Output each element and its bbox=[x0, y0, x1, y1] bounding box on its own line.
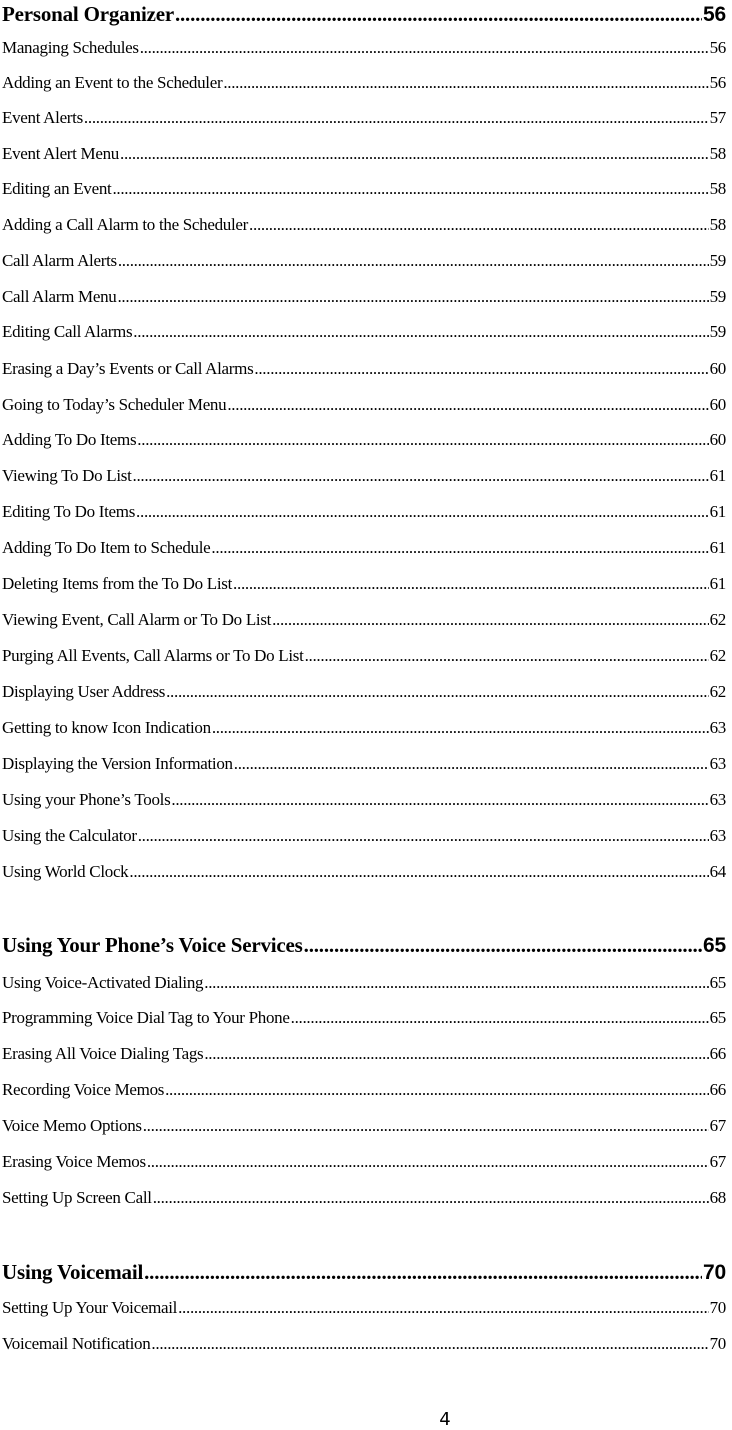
dot-leader bbox=[133, 465, 709, 487]
toc-entry-title: Using World Clock bbox=[2, 862, 129, 881]
toc-entry-title: Displaying User Address bbox=[2, 682, 166, 701]
toc-entry[interactable] bbox=[2, 537, 726, 559]
toc-entry[interactable] bbox=[2, 72, 726, 94]
toc-page-number: 61 bbox=[709, 502, 726, 521]
dot-leader bbox=[144, 1258, 702, 1286]
toc-entry-title: Purging All Events, Call Alarms or To Do List bbox=[2, 646, 304, 665]
toc-page-number: 65 bbox=[703, 934, 726, 957]
toc-entry[interactable] bbox=[2, 1079, 726, 1101]
dot-leader bbox=[117, 286, 708, 308]
toc-entry-title: Editing an Event bbox=[2, 179, 112, 198]
dot-leader bbox=[133, 321, 708, 343]
toc-page-number: 67 bbox=[709, 1116, 726, 1135]
toc-section-title: Using Your Phone’s Voice Services bbox=[2, 933, 303, 957]
dot-leader bbox=[212, 717, 709, 739]
toc-entry[interactable] bbox=[2, 1297, 726, 1319]
dot-leader bbox=[272, 609, 709, 631]
dot-leader bbox=[291, 1007, 709, 1029]
toc-section-title: Personal Organizer bbox=[2, 2, 174, 26]
toc-entry-title: Getting to know Icon Indication bbox=[2, 718, 211, 737]
toc-entry-title: Viewing Event, Call Alarm or To Do List bbox=[2, 610, 272, 629]
toc-entry[interactable] bbox=[2, 681, 726, 703]
toc-entry-title: Displaying the Version Information bbox=[2, 754, 233, 773]
dot-leader bbox=[233, 573, 709, 595]
toc-page-number: 61 bbox=[709, 538, 726, 557]
toc-entry[interactable] bbox=[2, 321, 726, 343]
toc-page-number: 61 bbox=[709, 574, 726, 593]
toc-page-number: 59 bbox=[709, 287, 726, 306]
dot-leader bbox=[151, 1333, 708, 1355]
toc-entry[interactable] bbox=[2, 37, 726, 59]
toc-entry-title: Managing Schedules bbox=[2, 38, 139, 57]
toc-entry[interactable] bbox=[2, 753, 726, 775]
toc-entry[interactable] bbox=[2, 214, 726, 236]
dot-leader bbox=[129, 861, 708, 883]
toc-entry[interactable] bbox=[2, 358, 726, 380]
dot-leader bbox=[178, 1297, 708, 1319]
toc-entry-title: Adding an Event to the Scheduler bbox=[2, 73, 223, 92]
toc-page-number: 59 bbox=[709, 322, 726, 341]
toc-entry-title: Event Alert Menu bbox=[2, 144, 120, 163]
dot-leader bbox=[137, 429, 708, 451]
toc-page-number: 63 bbox=[709, 826, 726, 845]
toc-page-number: 63 bbox=[709, 790, 726, 809]
toc-page-number: 68 bbox=[709, 1188, 726, 1207]
page-number: 4 bbox=[439, 1409, 451, 1430]
toc-entry[interactable] bbox=[2, 1151, 726, 1173]
toc-entry-title: Call Alarm Alerts bbox=[2, 251, 117, 270]
toc-entry-title: Using Voice-Activated Dialing bbox=[2, 973, 204, 992]
toc-page-number: 60 bbox=[709, 395, 726, 414]
dot-leader bbox=[84, 107, 709, 129]
toc-page-number: 59 bbox=[709, 251, 726, 270]
toc-entry-title: Erasing Voice Memos bbox=[2, 1152, 146, 1171]
dot-leader bbox=[140, 37, 709, 59]
toc-entry[interactable] bbox=[2, 1187, 726, 1209]
toc-entry[interactable] bbox=[2, 789, 726, 811]
toc-page-number: 70 bbox=[703, 1261, 726, 1284]
dot-leader bbox=[171, 789, 708, 811]
toc-page-number: 58 bbox=[709, 215, 726, 234]
toc-entry[interactable] bbox=[2, 178, 726, 200]
dot-leader bbox=[204, 1043, 708, 1065]
toc-entry-title: Adding a Call Alarm to the Scheduler bbox=[2, 215, 249, 234]
dot-leader bbox=[120, 143, 709, 165]
toc-page-number: 60 bbox=[709, 359, 726, 378]
toc-entry-title: Viewing To Do List bbox=[2, 466, 132, 485]
dot-leader bbox=[211, 537, 708, 559]
toc-entry-title: Going to Today’s Scheduler Menu bbox=[2, 395, 227, 414]
toc-entry-title: Recording Voice Memos bbox=[2, 1080, 165, 1099]
toc-entry[interactable] bbox=[2, 861, 726, 883]
toc-page-number: 66 bbox=[709, 1044, 726, 1063]
toc-page-number: 61 bbox=[709, 466, 726, 485]
toc-entry[interactable] bbox=[2, 143, 726, 165]
dot-leader bbox=[136, 501, 709, 523]
dot-leader bbox=[153, 1187, 709, 1209]
toc-page-number: 62 bbox=[709, 646, 726, 665]
toc-page-number: 56 bbox=[709, 73, 726, 92]
toc-entry-title: Adding To Do Item to Schedule bbox=[2, 538, 211, 557]
toc-entry[interactable] bbox=[2, 717, 726, 739]
toc-entry-title: Editing Call Alarms bbox=[2, 322, 133, 341]
toc-page-number: 65 bbox=[709, 1008, 726, 1027]
toc-page-number: 62 bbox=[709, 682, 726, 701]
toc-entry-title: Call Alarm Menu bbox=[2, 287, 117, 306]
toc-page-number: 67 bbox=[709, 1152, 726, 1171]
toc-entry[interactable] bbox=[2, 645, 726, 667]
toc-entry[interactable] bbox=[2, 573, 726, 595]
dot-leader bbox=[304, 931, 702, 959]
toc-page-number: 60 bbox=[709, 430, 726, 449]
toc-section-heading[interactable] bbox=[2, 0, 726, 28]
dot-leader bbox=[254, 358, 708, 380]
toc-entry[interactable] bbox=[2, 286, 726, 308]
toc-page-number: 58 bbox=[709, 144, 726, 163]
toc-entry[interactable] bbox=[2, 825, 726, 847]
toc-section-heading[interactable] bbox=[2, 1258, 726, 1286]
toc-entry-title: Editing To Do Items bbox=[2, 502, 136, 521]
toc-section-heading[interactable] bbox=[2, 931, 726, 959]
toc-entry[interactable] bbox=[2, 1007, 726, 1029]
dot-leader bbox=[223, 72, 708, 94]
toc-entry[interactable] bbox=[2, 1043, 726, 1065]
toc-entry-title: Setting Up Your Voicemail bbox=[2, 1298, 178, 1317]
toc-page-number: 58 bbox=[709, 179, 726, 198]
toc-page-number: 56 bbox=[703, 3, 726, 26]
dot-leader bbox=[138, 825, 709, 847]
dot-leader bbox=[305, 645, 709, 667]
toc-entry-title: Erasing a Day’s Events or Call Alarms bbox=[2, 359, 254, 378]
dot-leader bbox=[204, 972, 708, 994]
toc-entry-title: Deleting Items from the To Do List bbox=[2, 574, 233, 593]
toc-entry[interactable] bbox=[2, 465, 726, 487]
toc-entry[interactable] bbox=[2, 250, 726, 272]
toc-page-number: 63 bbox=[709, 754, 726, 773]
toc-page-number: 66 bbox=[709, 1080, 726, 1099]
toc-entry-title: Using your Phone’s Tools bbox=[2, 790, 171, 809]
toc-page-number: 64 bbox=[709, 862, 726, 881]
dot-leader bbox=[234, 753, 709, 775]
toc-entry[interactable] bbox=[2, 1333, 726, 1355]
dot-leader bbox=[249, 214, 709, 236]
toc-entry[interactable] bbox=[2, 1115, 726, 1137]
toc-entry-title: Event Alerts bbox=[2, 108, 83, 127]
toc-entry[interactable] bbox=[2, 501, 726, 523]
toc-entry-title: Using the Calculator bbox=[2, 826, 137, 845]
dot-leader bbox=[112, 178, 708, 200]
toc-entry-title: Voicemail Notification bbox=[2, 1334, 151, 1353]
toc-page-number: 63 bbox=[709, 718, 726, 737]
toc-entry-title: Erasing All Voice Dialing Tags bbox=[2, 1044, 204, 1063]
toc-page-number: 70 bbox=[709, 1334, 726, 1353]
dot-leader bbox=[118, 250, 709, 272]
toc-entry[interactable] bbox=[2, 972, 726, 994]
dot-leader bbox=[166, 681, 709, 703]
toc-entry[interactable] bbox=[2, 429, 726, 451]
dot-leader bbox=[227, 394, 708, 416]
toc-entry[interactable] bbox=[2, 609, 726, 631]
dot-leader bbox=[143, 1115, 709, 1137]
toc-section-title: Using Voicemail bbox=[2, 1260, 144, 1284]
toc-entry[interactable] bbox=[2, 394, 726, 416]
toc-page-number: 65 bbox=[709, 973, 726, 992]
toc-entry-title: Adding To Do Items bbox=[2, 430, 137, 449]
dot-leader bbox=[147, 1151, 709, 1173]
dot-leader bbox=[165, 1079, 708, 1101]
toc-page-number: 56 bbox=[709, 38, 726, 57]
dot-leader bbox=[175, 0, 702, 28]
toc-entry-title: Voice Memo Options bbox=[2, 1116, 142, 1135]
toc-entry-title: Programming Voice Dial Tag to Your Phone bbox=[2, 1008, 290, 1027]
toc-page-number: 57 bbox=[709, 108, 726, 127]
toc-entry-title: Setting Up Screen Call bbox=[2, 1188, 152, 1207]
toc-page-number: 70 bbox=[709, 1298, 726, 1317]
toc-page-number: 62 bbox=[709, 610, 726, 629]
toc-entry[interactable] bbox=[2, 107, 726, 129]
